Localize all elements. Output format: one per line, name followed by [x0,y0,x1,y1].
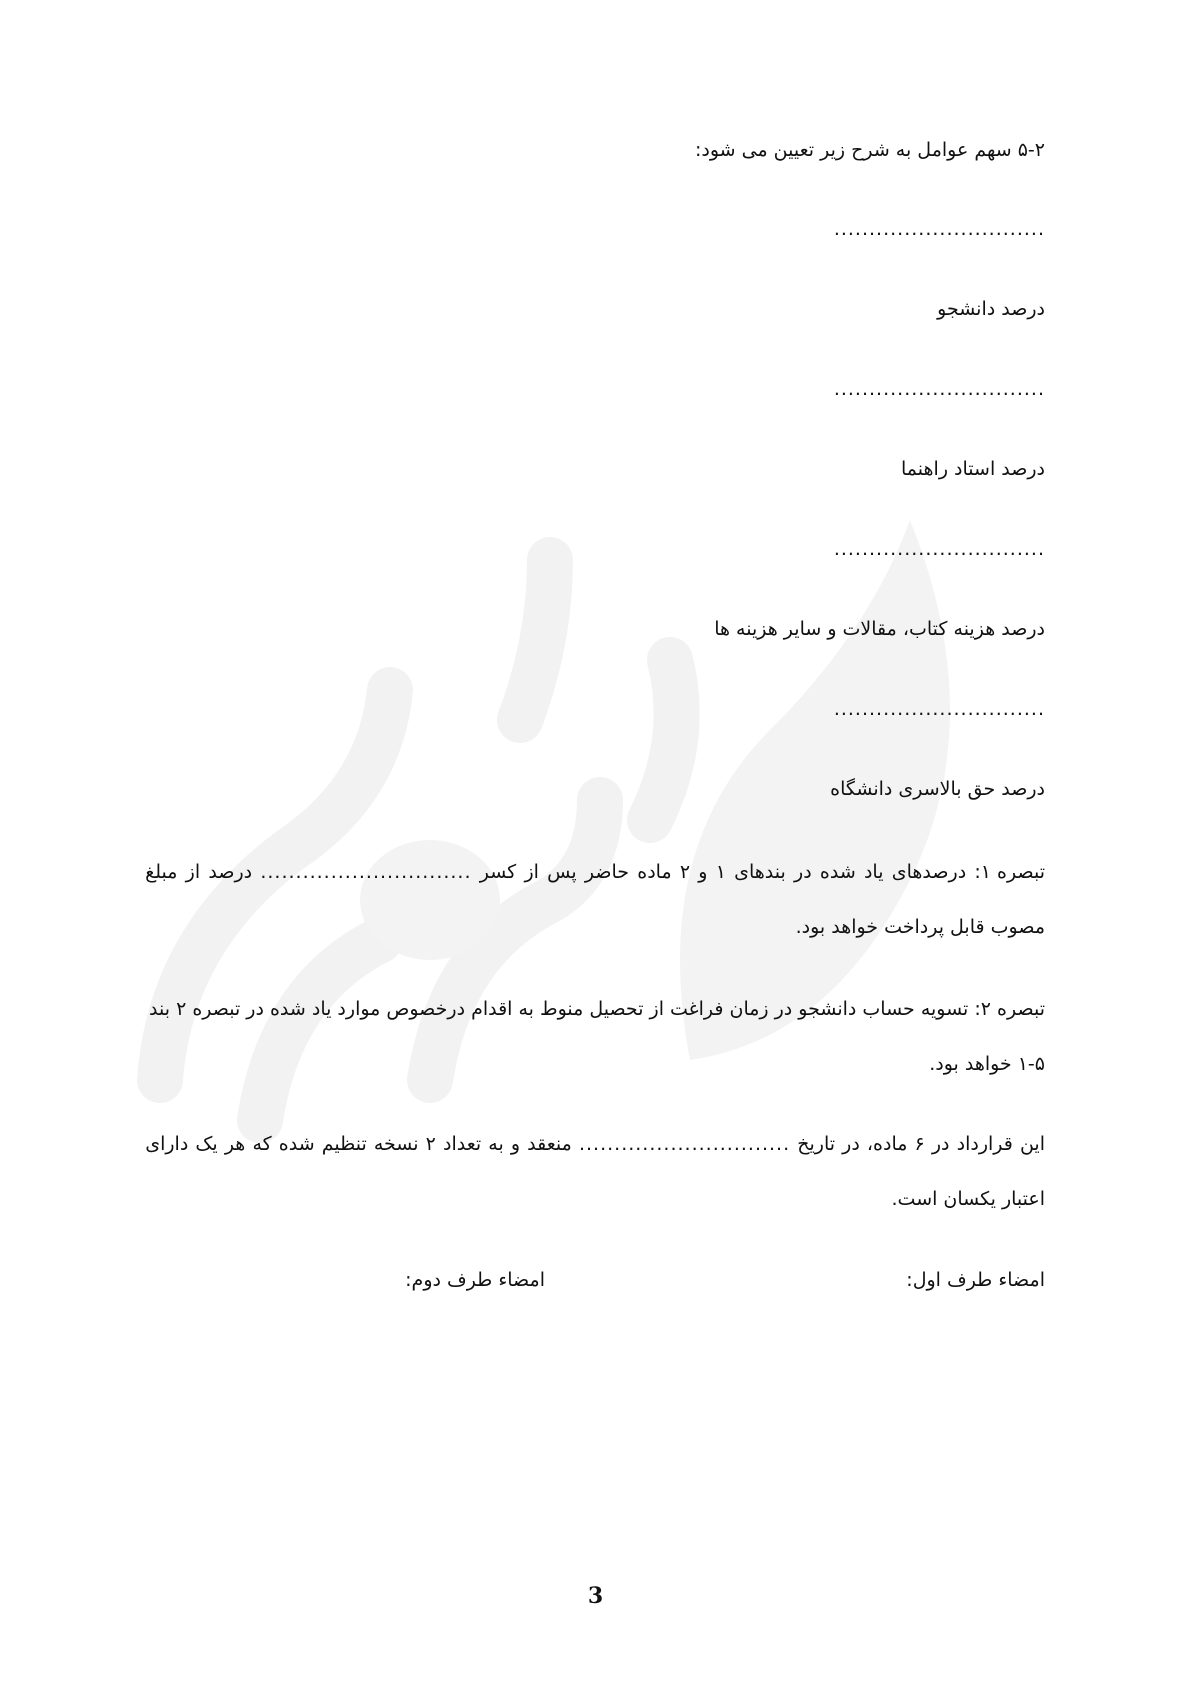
word: ۶ [914,1133,925,1155]
share-student-label: درصد دانشجو [937,298,1045,320]
word: از [524,861,539,883]
word: دارای [145,1133,189,1155]
share-advisor-label: درصد استاد راهنما [901,458,1045,480]
second-party-signature-label: امضاء طرف دوم: [405,1269,545,1291]
word: از [185,861,201,883]
closing-line2: اعتبار یکسان است. [891,1188,1045,1210]
word: درصدهای [891,861,967,883]
blank-advisor-share: .............................. [833,378,1045,400]
word: تبصره ۱: [974,861,1045,883]
share-overhead-label: درصد حق بالاسری دانشگاه [830,778,1045,800]
share-costs-label: درصد هزینه کتاب، مقالات و سایر هزینه ها [714,618,1045,640]
word: که [252,1133,272,1155]
word: درصد [208,861,253,883]
blank-overhead-share: .............................. [833,698,1045,720]
word: شده [278,1133,315,1155]
word: حاضر [584,861,630,883]
word: ماده، [866,1133,908,1155]
word: تاریخ [797,1133,836,1155]
word: و [510,1133,521,1155]
word: در [931,1133,950,1155]
word: در [842,1133,860,1155]
note2-line1: تبصره ۲: تسویه حساب دانشجو در زمان فراغت از تحصیل منوط به اقدام درخصوص موارد یاد شده در تبصره ۲ بند [149,998,1045,1020]
word: و [698,861,708,883]
word: به [488,1133,504,1155]
note1-line1 [145,858,1045,886]
word: تنظیم [321,1133,367,1155]
word: بندهای [734,861,786,883]
word: تعداد [443,1133,482,1155]
word: نسخه [373,1133,419,1155]
section-heading: ۵-۲ سهم عوامل به شرح زیر تعیین می شود: [694,139,1045,161]
word: ۱ [715,861,726,883]
word: هر [224,1133,246,1155]
note1-blank: .............................. [260,861,472,883]
word: ۲ [679,861,691,883]
word: کسر [479,861,517,883]
word: پس [547,861,577,883]
word: ۲ [425,1133,436,1155]
date-blank: .............................. [578,1133,791,1155]
word: این [1019,1133,1045,1155]
word: قرارداد [956,1133,1013,1155]
blank-student-share: .............................. [833,218,1045,240]
note1-line2: مصوب قابل پرداخت خواهد بود. [795,916,1045,938]
word: یک [195,1133,218,1155]
word: منعقد [527,1133,572,1155]
blank-costs-share: .............................. [833,538,1045,560]
signature-row [145,1266,1045,1294]
note2-line2: ۱-۵ خواهد بود. [929,1053,1045,1075]
word: یاد [863,861,884,883]
page-number: 3 [587,1583,604,1609]
closing-line1 [145,1130,1045,1158]
word: ماده [637,861,672,883]
first-party-signature-label: امضاء طرف اول: [906,1269,1045,1291]
word: مبلغ [145,861,178,883]
word: شده [819,861,856,883]
word: در [794,861,812,883]
